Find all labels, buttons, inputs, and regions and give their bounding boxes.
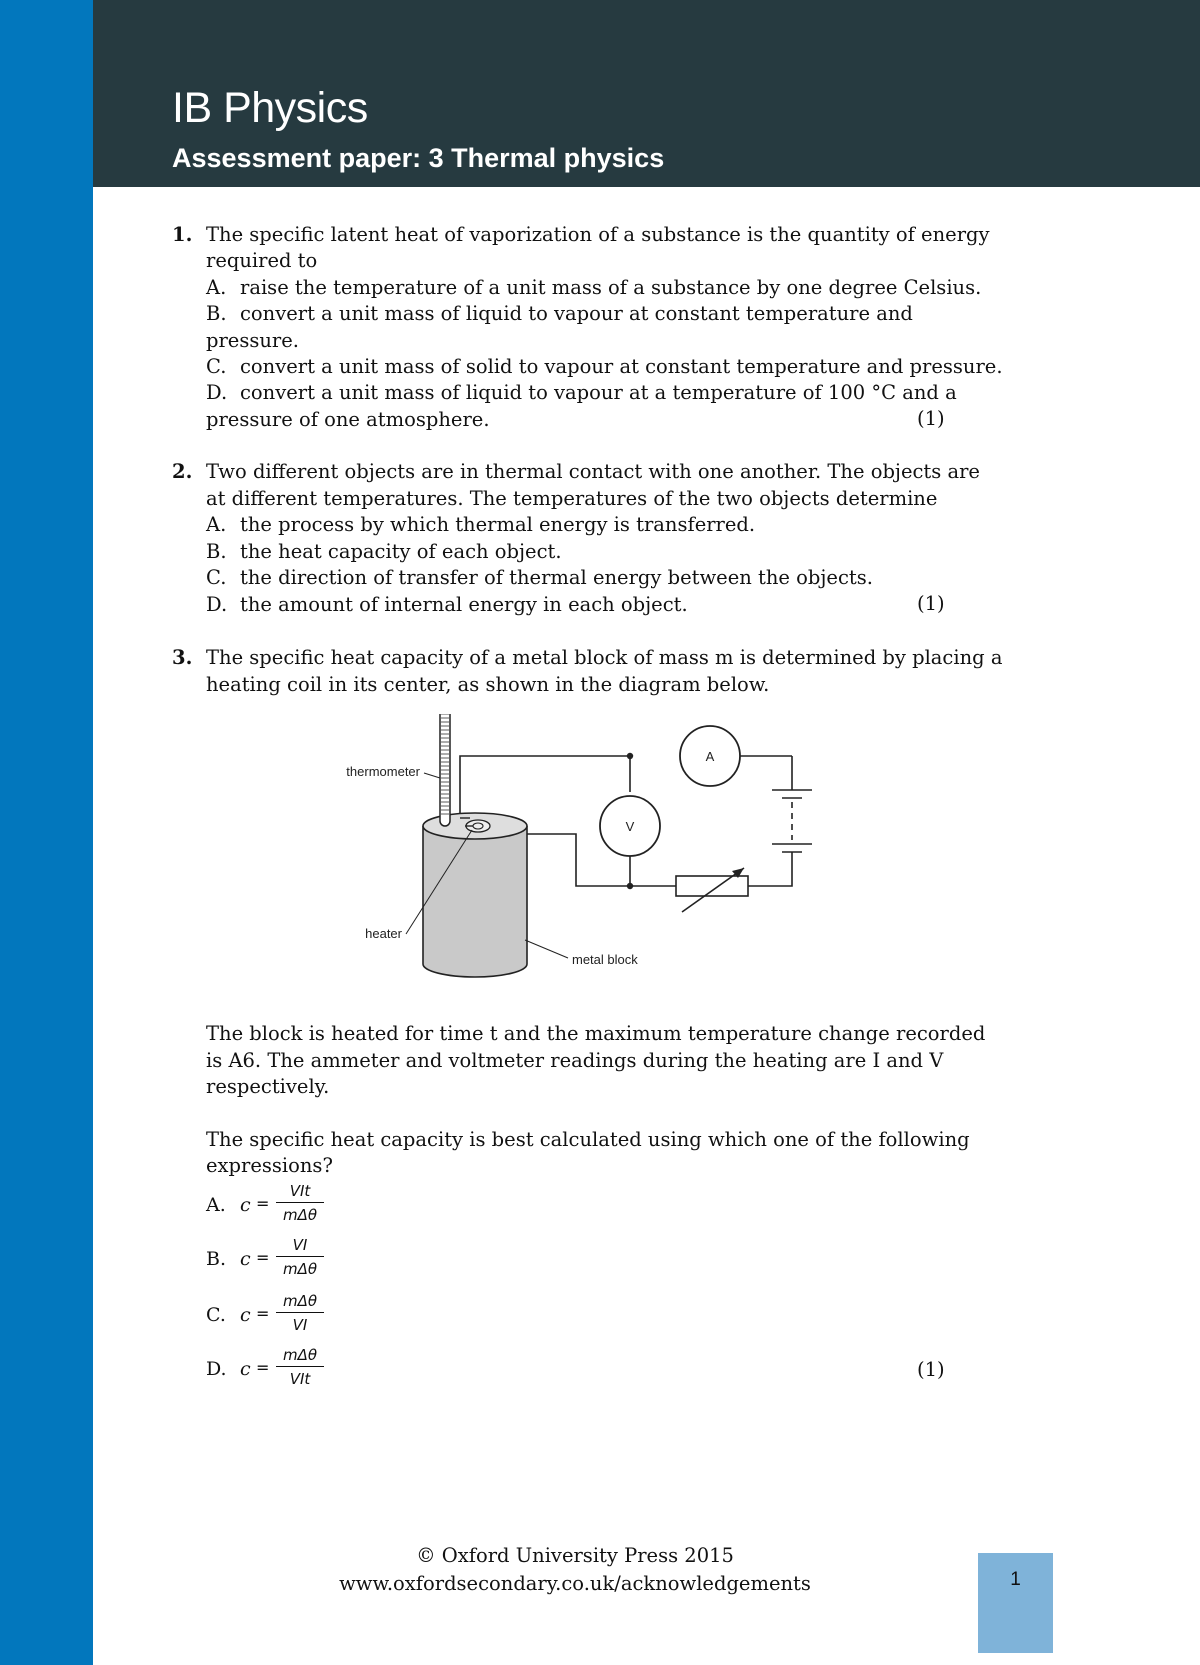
numerator: mΔθ [276,1290,324,1313]
thermometer-label: thermometer [346,764,420,779]
option-label: D. [206,381,228,404]
option-label: A. [206,1194,226,1216]
marks-label: (1) [917,592,945,615]
ammeter-label: A [705,749,715,764]
fraction [276,1344,324,1389]
option-text: convert a unit mass of liquid to vapour at a temperature of 100 °C and a [240,381,957,404]
question-stem-line: heating coil in its center, as shown in the diagram below. [206,673,770,696]
paragraph-line: The block is heated for time t and the maximum temperature change recorded [206,1022,986,1045]
option-label: B. [206,540,227,563]
voltmeter-label: V [625,819,635,834]
option-label: C. [206,566,227,589]
paragraph-line: expressions? [206,1154,333,1177]
expression-lhs: c [240,1304,251,1326]
expression-lhs: c [240,1248,251,1270]
question-stem-line: required to [206,249,318,272]
denominator: VIt [289,1370,311,1388]
expression-lhs: c [240,1358,251,1380]
sidebar-stripe [0,0,93,1665]
option-text: convert a unit mass of solid to vapour at constant temperature and pressure. [240,355,1003,378]
marks-label: (1) [917,1358,945,1381]
paragraph-line: is A6. The ammeter and voltmeter readings during the heating are I and V [206,1049,944,1072]
page-subtitle: Assessment paper: 3 Thermal physics [172,143,665,173]
page-number: 1 [1010,1569,1021,1590]
variable-resistor [676,876,748,896]
footer-url: www.oxfordsecondary.co.uk/acknowledgements [339,1572,811,1595]
metal-block [423,826,527,977]
metal-block-label: metal block [572,952,638,967]
option-text: the process by which thermal energy is transferred. [240,513,756,536]
question-stem-line: Two different objects are in thermal contact with one another. The objects are [206,460,980,483]
page-number-box [978,1553,1053,1653]
equals-sign: = [256,1194,270,1213]
denominator: VI [292,1316,308,1334]
equals-sign: = [256,1248,270,1267]
option-text-cont: pressure of one atmosphere. [206,408,490,431]
option-text: the amount of internal energy in each object. [240,593,688,616]
option-text: the direction of transfer of thermal energy between the objects. [240,566,873,589]
fraction [276,1180,324,1225]
paragraph-line: The specific heat capacity is best calculated using which one of the following [206,1128,970,1151]
option-text-cont: pressure. [206,329,299,352]
question-number: 2. [172,460,193,483]
option-label: C. [206,1304,226,1326]
option-label: B. [206,302,227,325]
question-number: 1. [172,223,193,246]
option-label: D. [206,593,228,616]
marks-label: (1) [917,407,945,430]
equals-sign: = [256,1358,270,1377]
option-text: the heat capacity of each object. [240,540,562,563]
expression-lhs: c [240,1194,251,1216]
option-text: convert a unit mass of liquid to vapour at constant temperature and [240,302,913,325]
option-label: A. [206,513,227,536]
numerator: mΔθ [276,1344,324,1367]
option-text: raise the temperature of a unit mass of a substance by one degree Celsius. [240,276,982,299]
question-number: 3. [172,646,193,669]
junction-dot [627,883,633,889]
heater-label: heater [365,926,402,941]
circuit-diagram [320,714,840,984]
equals-sign: = [256,1304,270,1323]
question-stem-line: The specific heat capacity of a metal block of mass m is determined by placing a [206,646,1003,669]
footer-copyright: © Oxford University Press 2015 [416,1544,734,1567]
junction-dot [627,753,633,759]
page-title: IB Physics [172,84,368,132]
numerator: VI [276,1234,324,1257]
question-stem-line: at different temperatures. The temperatures of the two objects determine [206,487,938,510]
question-stem-line: The specific latent heat of vaporization of a substance is the quantity of energy [206,223,990,246]
option-label: C. [206,355,227,378]
paragraph-line: respectively. [206,1075,330,1098]
numerator: VIt [276,1180,324,1203]
option-label: A. [206,276,227,299]
denominator: mΔθ [282,1260,318,1278]
option-label: B. [206,1248,227,1270]
fraction [276,1290,324,1335]
denominator: mΔθ [282,1206,318,1224]
option-label: D. [206,1358,227,1380]
fraction [276,1234,324,1279]
